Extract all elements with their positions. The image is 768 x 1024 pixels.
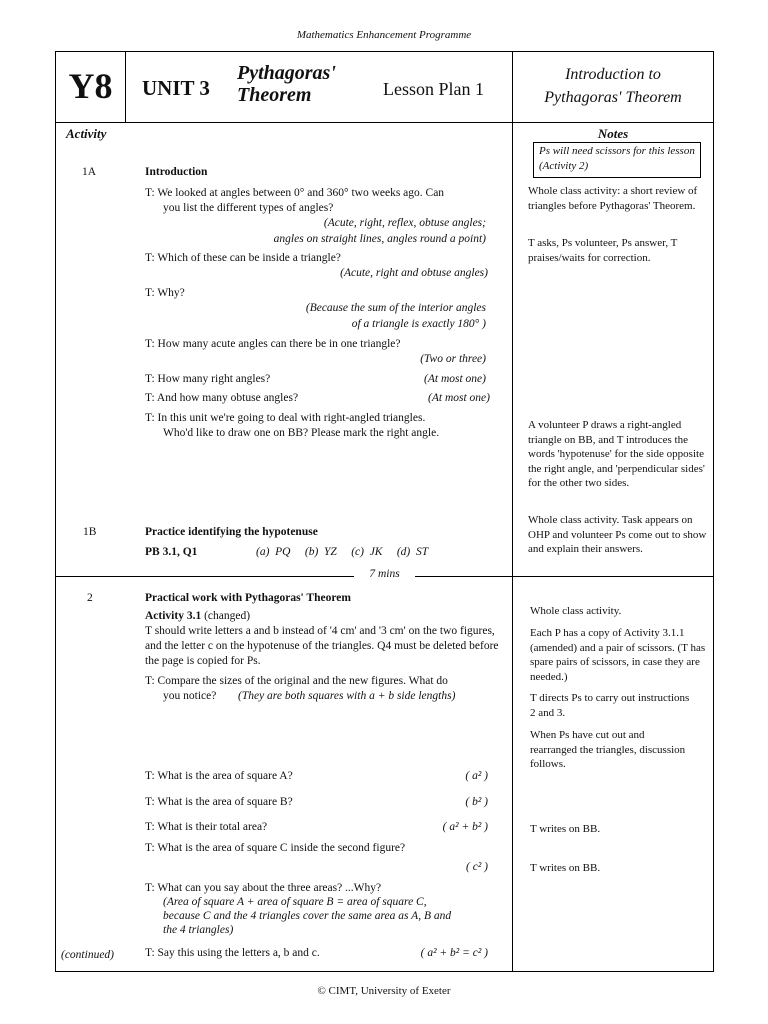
note: Whole class activity. [530, 605, 622, 617]
note: Each P has a copy of Activity 3.1.1 (amended) and a pair of scissors. (T has spare pairs of scissors, in case they are needed.) [530, 627, 706, 683]
practice-book-reference: PB 3.1, Q1 [145, 546, 198, 558]
question-line: T: Compare the sizes of the original and the new figures. What do [145, 675, 448, 687]
question-line: T: Say this using the letters a, b and c. [145, 947, 320, 959]
question-line: T: In this unit we're going to deal with right-angled triangles. [145, 412, 426, 424]
question-line: T: What is the area of square B? [145, 796, 293, 808]
intro-title-line2: Pythagoras' Theorem [544, 89, 682, 106]
frame-top [55, 51, 714, 52]
teacher-instruction-paragraph: T should write letters a and b instead of '4 cm' and '3 cm' on the two figures, and the letter c on the hypotenuse of the triangles. Q4 must be deleted before the page is copied for Ps. [145, 625, 499, 667]
frame-left [55, 51, 56, 972]
section-number-2: 2 [87, 592, 93, 604]
question-line: T: What is the area of square C inside the second figure? [145, 842, 406, 854]
time-allocation: 7 mins [369, 568, 400, 580]
answer-line: of a triangle is exactly 180° ) [351, 318, 486, 330]
practice-answers: (a) PQ (b) YZ (c) JK (d) ST [256, 546, 429, 558]
question-line: T: What is the area of square A? [145, 770, 293, 782]
question-line: Who'd like to draw one on BB? Please mark the right angle. [163, 427, 440, 439]
question-line: T: How many acute angles can there be in one triangle? [145, 338, 401, 350]
topic-title-line2: Theorem [237, 84, 312, 106]
note: A volunteer P draws a right-angled triangle on BB, and T introduces the words 'hypotenuse' for the side opposite the right angle, and 'perpendicular sides' for the other two sides. [528, 419, 705, 490]
question-line: T: What is their total area? [145, 821, 268, 833]
note: T directs Ps to carry out instructions 2 and 3. [530, 692, 690, 719]
note: Whole class activity: a short review of triangles before Pythagoras' Theorem. [528, 185, 698, 212]
note: T writes on BB. [530, 862, 601, 874]
note: Whole class activity. Task appears on OHP and volunteer Ps come out to show and explain their answers. [528, 514, 707, 556]
section-divider-left [55, 576, 354, 577]
question-line: T: We looked at angles between 0° and 360° two weeks ago. Can [145, 187, 445, 199]
note: When Ps have cut out and rearranged the triangles, discussion follows. [530, 729, 686, 771]
activity-column-heading: Activity [66, 126, 107, 141]
answer-line: angles on straight lines, angles round a point) [273, 233, 486, 245]
answer-line: ( b² ) [465, 796, 488, 808]
answer-line: (Acute, right, reflex, obtuse angles; [323, 217, 486, 229]
answer-line: (Because the sum of the interior angles [305, 302, 486, 314]
question-line: T: Which of these can be inside a triangle? [145, 252, 341, 264]
answer-line: (They are both squares with a + b side lengths) [238, 690, 456, 702]
answer-line: ( a² ) [465, 770, 488, 782]
activity-reference [145, 609, 250, 624]
note: T asks, Ps volunteer, Ps answer, T praises/waits for correction. [528, 237, 678, 264]
frame-bottom [55, 971, 714, 972]
answer-line: the 4 triangles) [163, 924, 234, 936]
section-number-1a: 1A [82, 166, 97, 178]
intro-title-line1: Introduction to [565, 66, 661, 83]
unit-label: UNIT 3 [142, 76, 210, 100]
section-heading-practical-work: Practical work with Pythagoras' Theorem [145, 592, 351, 604]
question-line: T: Why? [145, 287, 185, 299]
footer: © CIMT, University of Exeter [317, 985, 451, 997]
notes-column-divider [512, 51, 513, 972]
activity-label: Activity 3.1 [145, 610, 202, 622]
section-heading-introduction: Introduction [145, 166, 208, 178]
answer-line: (Area of square A + area of square B = area of square C, [163, 896, 427, 908]
answer-line: (Acute, right and obtuse angles) [340, 267, 488, 279]
question-line: T: How many right angles? [145, 373, 271, 385]
scissors-reminder-box: Ps will need scissors for this lesson (Activity 2) [533, 142, 701, 178]
question-line: T: What can you say about the three areas? ...Why? [145, 882, 382, 894]
frame-right [713, 51, 714, 972]
question-line: you notice? [163, 690, 217, 702]
answer-line: ( a² + b² = c² ) [420, 947, 488, 959]
activity-changed-note: (changed) [201, 610, 251, 622]
topic-title-line1: Pythagoras' [237, 62, 336, 84]
section-divider-right [415, 576, 714, 577]
answer-line: ( a² + b² ) [442, 821, 488, 833]
answer-line: (At most one) [424, 373, 486, 385]
notes-column-heading: Notes [597, 126, 629, 141]
continued-label: (continued) [61, 949, 115, 961]
programme-title: Mathematics Enhancement Programme [296, 29, 472, 41]
y8-divider [125, 51, 126, 123]
header-divider [55, 122, 714, 123]
lesson-plan-label: Lesson Plan 1 [383, 79, 484, 99]
note: T writes on BB. [530, 823, 601, 835]
section-number-1b: 1B [83, 526, 97, 538]
answer-line: because C and the 4 triangles cover the same area as A, B and [163, 910, 452, 922]
section-heading-hypotenuse: Practice identifying the hypotenuse [145, 526, 318, 538]
question-line: T: And how many obtuse angles? [145, 392, 299, 404]
year-label: Y8 [68, 66, 113, 106]
answer-line: (Two or three) [420, 353, 486, 365]
answer-line: (At most one) [428, 392, 490, 404]
answer-line: ( c² ) [466, 861, 488, 873]
question-line: you list the different types of angles? [163, 202, 334, 214]
